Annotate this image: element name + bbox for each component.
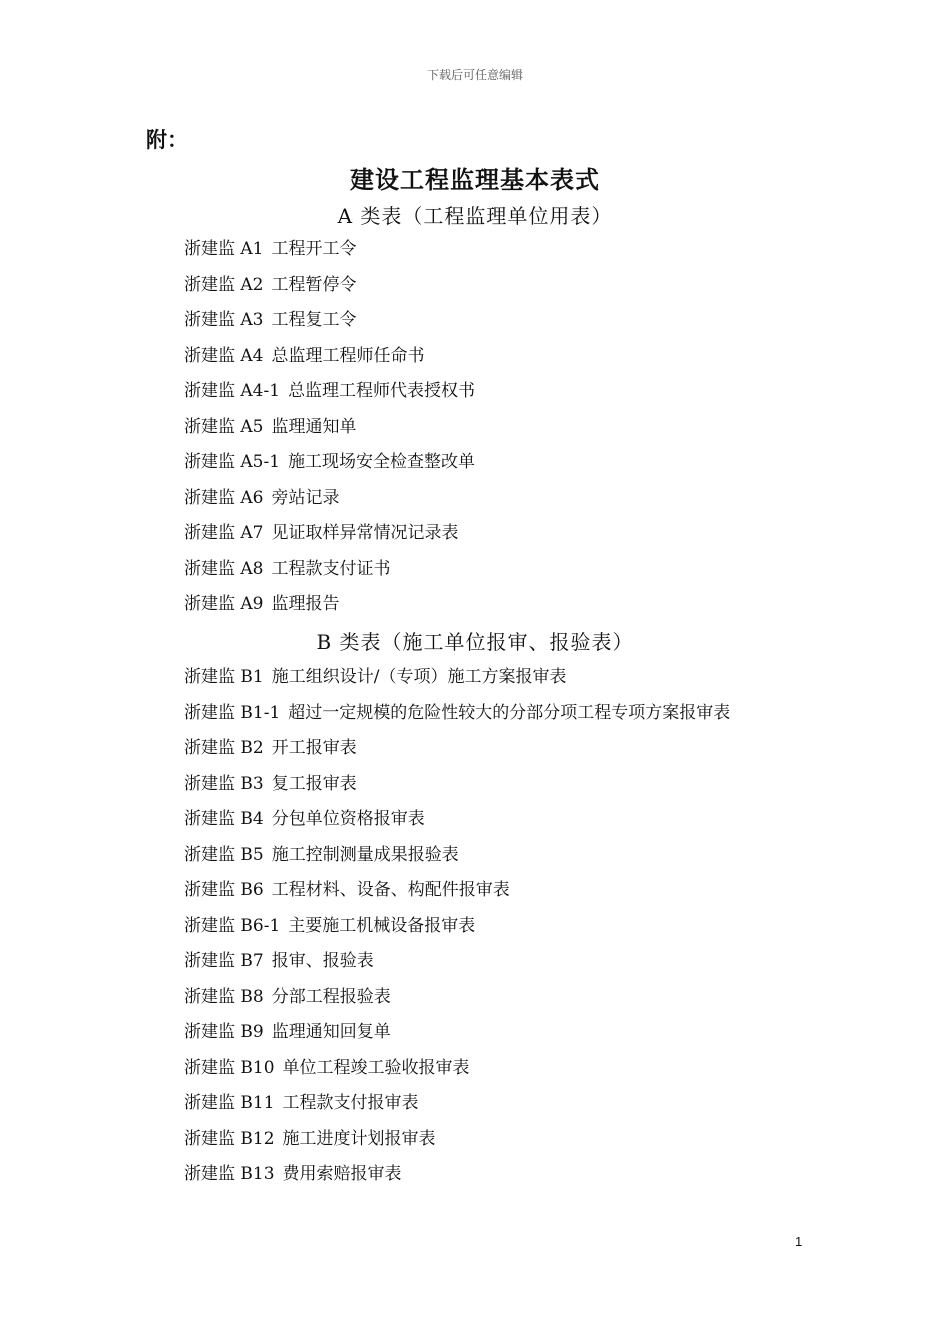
section-a-title: A 类表（工程监理单位用表） xyxy=(337,204,613,228)
list-item xyxy=(184,1051,730,1087)
list-item xyxy=(184,731,730,767)
form-code: 浙建监 B5 xyxy=(184,844,264,865)
form-name: 监理通知回复单 xyxy=(271,1022,391,1042)
form-name: 复工报审表 xyxy=(271,773,357,794)
form-name: 总监理工程师代表授权书 xyxy=(288,381,476,401)
form-name: 工程款支付报审表 xyxy=(282,1093,419,1113)
form-code: 浙建监 A9 xyxy=(184,594,264,614)
list-item xyxy=(184,232,475,268)
form-code: 浙建监 A2 xyxy=(184,274,264,295)
section-b-list xyxy=(184,660,730,1193)
form-name: 单位工程竣工验收报审表 xyxy=(282,1057,470,1078)
form-code: 浙建监 A5-1 xyxy=(184,452,281,472)
form-name: 主要施工机械设备报审表 xyxy=(288,915,476,936)
form-code: 浙建监 A4 xyxy=(184,345,264,366)
form-code: 浙建监 B6-1 xyxy=(184,915,281,936)
form-code: 浙建监 A1 xyxy=(184,239,264,259)
appendix-label: 附： xyxy=(146,128,188,152)
form-name: 施工进度计划报审表 xyxy=(282,1128,436,1149)
form-name: 报审、报验表 xyxy=(271,951,374,971)
form-code: 浙建监 B1 xyxy=(184,667,264,687)
list-item xyxy=(184,873,730,909)
list-item xyxy=(184,1157,730,1193)
form-code: 浙建监 A3 xyxy=(184,310,264,330)
list-item xyxy=(184,516,475,552)
form-code: 浙建监 B4 xyxy=(184,809,264,829)
list-item xyxy=(184,696,730,732)
form-name: 监理通知单 xyxy=(271,416,357,437)
form-code: 浙建监 B6 xyxy=(184,880,264,900)
form-name: 工程材料、设备、构配件报审表 xyxy=(271,880,510,900)
form-code: 浙建监 A6 xyxy=(184,487,264,508)
section-b-title: B 类表（施工单位报审、报验表） xyxy=(316,630,634,654)
list-item xyxy=(184,802,730,838)
list-item xyxy=(184,552,475,588)
list-item xyxy=(184,268,475,304)
form-name: 开工报审表 xyxy=(271,738,357,758)
form-name: 见证取样异常情况记录表 xyxy=(271,523,459,543)
list-item xyxy=(184,339,475,375)
form-code: 浙建监 A5 xyxy=(184,416,264,437)
list-item xyxy=(184,980,730,1016)
list-item xyxy=(184,303,475,339)
form-code: 浙建监 B1-1 xyxy=(184,702,281,723)
form-name: 超过一定规模的危险性较大的分部分项工程专项方案报审表 xyxy=(288,702,731,723)
form-code: 浙建监 B10 xyxy=(184,1057,275,1078)
document-title: 建设工程监理基本表式 xyxy=(350,166,600,194)
page-header-note: 下载后可任意编辑 xyxy=(426,68,523,82)
list-item xyxy=(184,767,730,803)
form-code: 浙建监 A4-1 xyxy=(184,381,281,401)
form-name: 工程开工令 xyxy=(271,239,357,259)
form-code: 浙建监 B2 xyxy=(184,738,264,758)
list-item xyxy=(184,410,475,446)
page-number: 1 xyxy=(795,1234,803,1249)
list-item xyxy=(184,1015,730,1051)
list-item xyxy=(184,909,730,945)
list-item xyxy=(184,445,475,481)
form-name: 监理报告 xyxy=(271,594,340,614)
form-name: 施工控制测量成果报验表 xyxy=(271,844,459,865)
form-code: 浙建监 B11 xyxy=(184,1093,275,1113)
form-code: 浙建监 B3 xyxy=(184,773,264,794)
form-code: 浙建监 B12 xyxy=(184,1128,275,1149)
list-item xyxy=(184,1086,730,1122)
section-a-list xyxy=(184,232,475,623)
list-item xyxy=(184,944,730,980)
form-name: 施工现场安全检查整改单 xyxy=(288,452,476,472)
form-code: 浙建监 B13 xyxy=(184,1164,275,1184)
form-name: 工程暂停令 xyxy=(271,274,357,295)
list-item xyxy=(184,374,475,410)
list-item xyxy=(184,1122,730,1158)
form-name: 总监理工程师任命书 xyxy=(271,345,425,366)
list-item xyxy=(184,481,475,517)
list-item xyxy=(184,838,730,874)
form-code: 浙建监 B7 xyxy=(184,951,264,971)
form-name: 施工组织设计/（专项）施工方案报审表 xyxy=(271,667,567,687)
form-code: 浙建监 A8 xyxy=(184,558,264,579)
form-name: 工程复工令 xyxy=(271,310,357,330)
form-name: 工程款支付证书 xyxy=(271,558,391,579)
form-name: 费用索赔报审表 xyxy=(282,1164,402,1184)
form-code: 浙建监 B9 xyxy=(184,1022,264,1042)
form-name: 分部工程报验表 xyxy=(271,986,391,1007)
list-item xyxy=(184,587,475,623)
form-name: 旁站记录 xyxy=(271,487,340,508)
list-item xyxy=(184,660,730,696)
form-code: 浙建监 B8 xyxy=(184,986,264,1007)
form-code: 浙建监 A7 xyxy=(184,523,264,543)
form-name: 分包单位资格报审表 xyxy=(271,809,425,829)
